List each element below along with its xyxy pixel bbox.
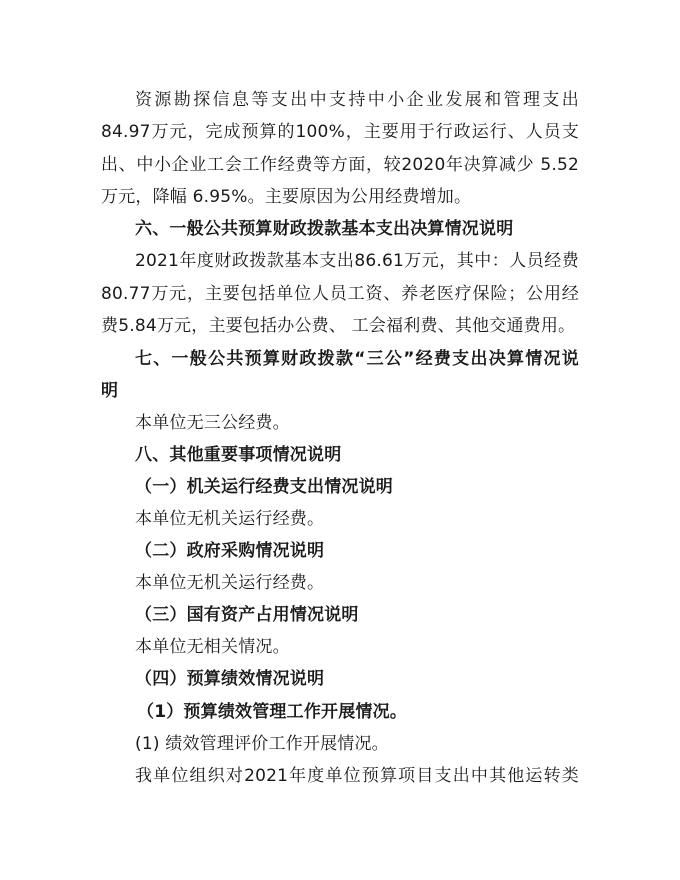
paragraph-line: 80.77万元，主要包括单位人员工资、养老医疗保险；公用经 [101, 284, 579, 304]
item-heading-1: （1）预算绩效管理工作开展情况。 [137, 702, 408, 722]
paragraph-line: 84.97万元，完成预算的100%，主要用于行政运行、人员支 [101, 122, 579, 142]
section-heading-7-cont: 明 [101, 381, 119, 401]
paragraph-line: 资源勘探信息等支出中支持中小企业发展和管理支出 [135, 90, 579, 110]
section-heading-7: 七、一般公共预算财政拨款“三公”经费支出决算情况说 [135, 349, 579, 369]
section-heading-6: 六、一般公共预算财政拨款基本支出决算情况说明 [135, 219, 514, 239]
paragraph-line: 本单位无相关情况。 [135, 637, 290, 657]
subsection-heading-1: （一）机关运行经费支出情况说明 [135, 477, 393, 497]
paragraph-line: 本单位无机关运行经费。 [135, 573, 325, 593]
section-heading-8: 八、其他重要事项情况说明 [135, 445, 342, 465]
paragraph-line: (1) 绩效管理评价工作开展情况。 [135, 734, 389, 754]
subsection-heading-4: （四）预算绩效情况说明 [135, 669, 325, 689]
paragraph-line: 费5.84万元，主要包括办公费、 工会福利费、其他交通费用。 [101, 316, 576, 336]
paragraph-line: 万元，降幅 6.95%。主要原因为公用经费增加。 [101, 187, 472, 207]
subsection-heading-2: （二）政府采购情况说明 [135, 541, 325, 561]
paragraph-line: 本单位无机关运行经费。 [135, 509, 325, 529]
paragraph-line: 2021年度财政拨款基本支出86.61万元，其中：人员经费 [135, 251, 579, 271]
subsection-heading-3: （三）国有资产占用情况说明 [135, 605, 359, 625]
paragraph-line: 出、中小企业工会工作经费等方面，较2020年决算减少 5.52 [101, 155, 579, 175]
paragraph-line: 本单位无三公经费。 [135, 413, 290, 433]
paragraph-line: 我单位组织对2021年度单位预算项目支出中其他运转类 [135, 766, 579, 786]
